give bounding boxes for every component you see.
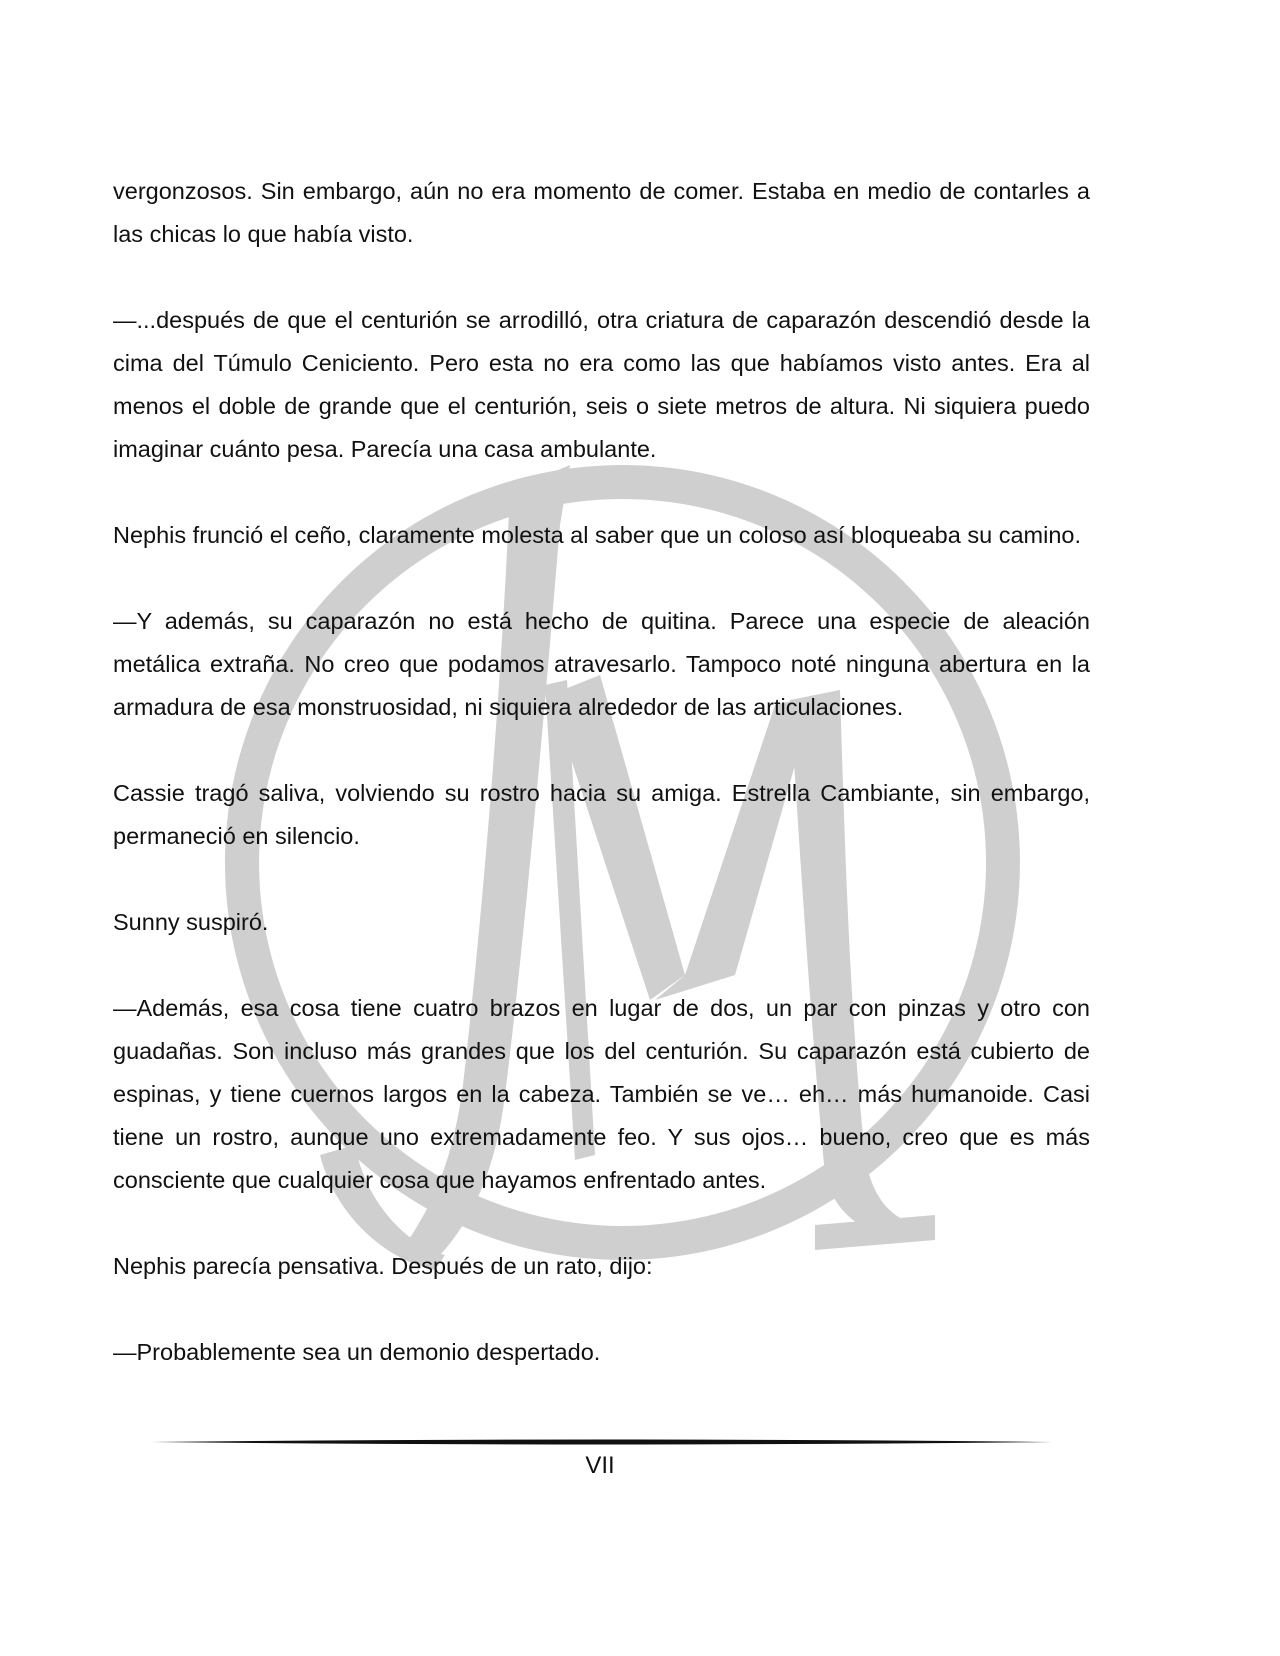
page-number: VII: [585, 1452, 615, 1479]
paragraph: —...después de que el centurión se arrodilló, otra criatura de caparazón descendió desde la cima del Túmulo Ceniciento. Pero esta no era como las que habíamos visto antes. Era al menos el doble de grande que el centurión, seis o siete metros de altura. Ni siquiera puedo imaginar cuánto pesa. Parecía una casa ambulante.: [113, 307, 1090, 462]
paragraph: —Además, esa cosa tiene cuatro brazos en lugar de dos, un par con pinzas y otro con guadañas. Son incluso más grandes que los del centurión. Su caparazón está cubierto de espinas, y tiene cuernos largos en la cabeza. También se ve… eh… más humanoide. Casi tiene un rostro, aunque uno extremadamente feo. Y sus ojos… bueno, creo que es más consciente que cualquier cosa que hayamos enfrentado antes.: [113, 995, 1090, 1193]
paragraph: —Y además, su caparazón no está hecho de quitina. Parece una especie de aleación metálica extraña. No creo que podamos atravesarlo. Tampoco noté ninguna abertura en la armadura de esa monstruosidad, ni siquiera alrededor de las articulaciones.: [113, 608, 1090, 720]
paragraph: Nephis frunció el ceño, claramente molesta al saber que un coloso así bloqueaba su camino.: [113, 522, 1081, 548]
footer-divider: [152, 1437, 1052, 1447]
page-body: [113, 170, 1090, 1417]
paragraph: Nephis parecía pensativa. Después de un rato, dijo:: [113, 1253, 653, 1279]
paragraph: Cassie tragó saliva, volviendo su rostro hacia su amiga. Estrella Cambiante, sin embargo, permaneció en silencio.: [113, 780, 1090, 849]
paragraph: vergonzosos. Sin embargo, aún no era momento de comer. Estaba en medio de contarles a las chicas lo que había visto.: [113, 178, 1090, 247]
paragraph: —Probablemente sea un demonio despertado.: [113, 1339, 601, 1365]
paragraph: Sunny suspiró.: [113, 909, 269, 935]
